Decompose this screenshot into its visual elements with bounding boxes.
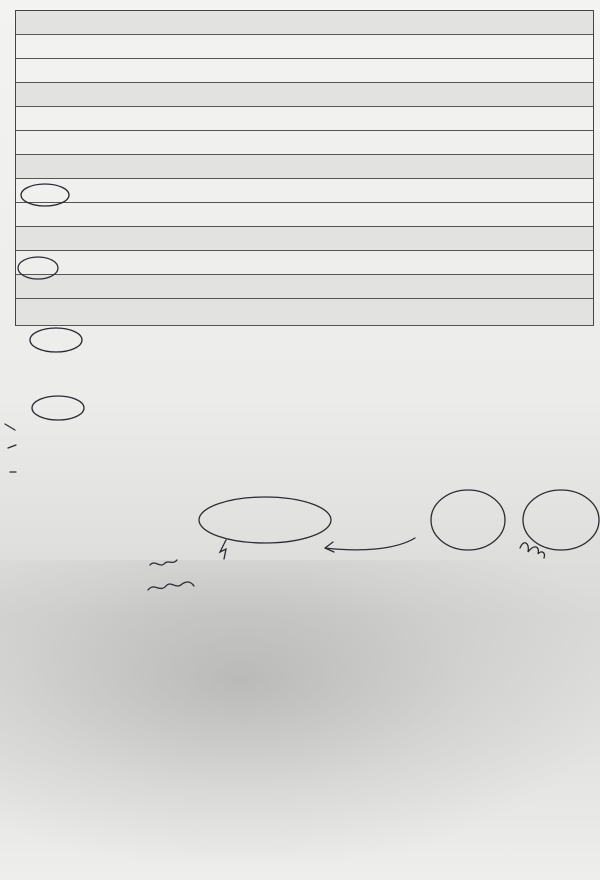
subtotal-row <box>16 227 593 251</box>
table-row <box>16 203 593 227</box>
subtotal-row <box>16 83 593 107</box>
circle-mark <box>431 490 505 550</box>
invoice-table <box>15 10 594 326</box>
circle-mark <box>30 328 82 352</box>
pen-check <box>220 540 226 559</box>
section-header-rice-cake <box>16 107 593 131</box>
section-header-facility <box>16 251 593 275</box>
scribble <box>148 582 194 590</box>
tick-marks <box>5 424 16 472</box>
scribble <box>150 560 177 565</box>
circle-mark <box>523 490 599 550</box>
circle-mark <box>199 497 331 543</box>
signature <box>520 543 544 558</box>
subtotal-row <box>16 155 593 179</box>
grand-total-row <box>16 299 593 326</box>
arrow-head <box>325 542 334 552</box>
section-header-funeral-supplies <box>16 179 593 203</box>
table-row <box>16 59 593 83</box>
shadow-overlay <box>0 560 600 860</box>
table-row <box>16 131 593 155</box>
circle-mark <box>32 396 84 420</box>
arrow-stroke <box>325 538 415 550</box>
subtotal-row <box>16 11 593 35</box>
subtotal-row <box>16 275 593 299</box>
section-header-fruit <box>16 35 593 59</box>
